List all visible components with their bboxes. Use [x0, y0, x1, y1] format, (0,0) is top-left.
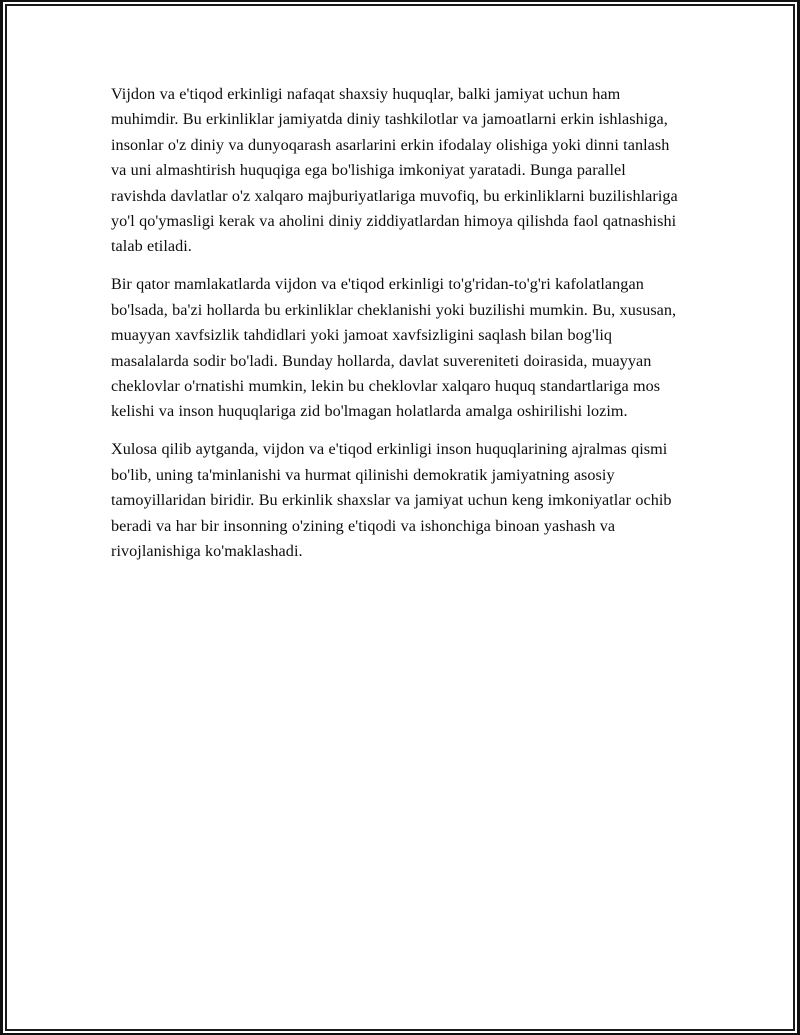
document-body [111, 82, 683, 564]
paragraph: Vijdon va e'tiqod erkinligi nafaqat shaxsiy huquqlar, balki jamiyat uchun ham muhimdir. Bu erkinliklar jamiyatda diniy tashkilotlar va jamoatlarni erkin ishlashiga, insonlar o'z diniy va dunyoqarash asarlarini erkin ifodalay olishiga yoki dinni tanlash va uni almashtirish huquqiga ega bo'lishiga imkoniyat yaratadi. Bunga parallel ravishda davlatlar o'z xalqaro majburiyatlariga muvofiq, bu erkinliklarni buzilishlariga yo'l qo'ymasligi kerak va aholini diniy ziddiyatlardan himoya qilishda faol qatnashishi talab etiladi. [111, 85, 678, 256]
paragraph: Xulosa qilib aytganda, vijdon va e'tiqod erkinligi inson huquqlarining ajralmas qismi bo'lib, uning ta'minlanishi va hurmat qilinishi demokratik jamiyatning asosiy tamoyillaridan biridir. Bu erkinlik shaxslar va jamiyat uchun keng imkoniyatlar ochib beradi va har bir insonning o'zining e'tiqodi va ishonchiga binoan yashash va rivojlanishiga ko'maklashadi. [111, 440, 672, 560]
paragraph: Bir qator mamlakatlarda vijdon va e'tiqod erkinligi to'g'ridan-to'g'ri kafolatlangan bo'lsada, ba'zi hollarda bu erkinliklar cheklanishi yoki buzilishi mumkin. Bu, xususan, muayyan xavfsizlik tahdidlari yoki jamoat xavfsizligini saqlash bilan bog'liq masalalarda sodir bo'ladi. Bunday hollarda, davlat suvereniteti doirasida, muayyan cheklovlar o'rnatishi mumkin, lekin bu cheklovlar xalqaro huquq standartlariga mos kelishi va inson huquqlariga zid bo'lmagan holatlarda amalga oshirilishi lozim. [111, 275, 677, 421]
